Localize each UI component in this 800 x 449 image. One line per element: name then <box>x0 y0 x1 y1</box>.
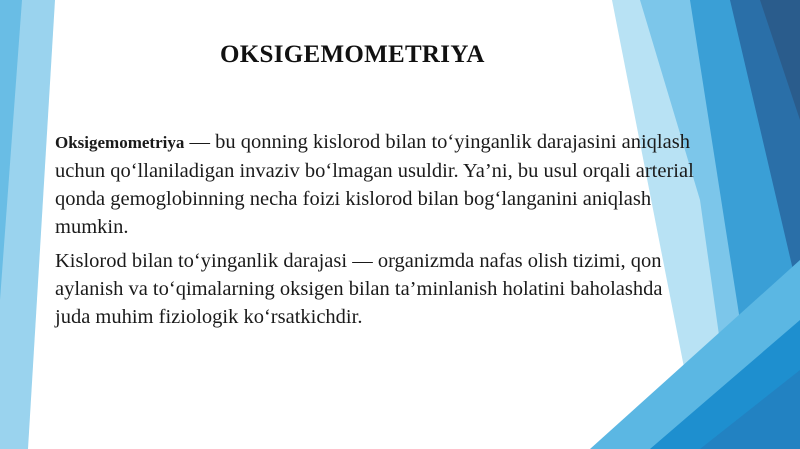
slide-title: OKSIGEMOMETRIYA <box>220 41 485 68</box>
paragraph-definition <box>55 128 700 241</box>
definition-text: — bu qonning kislorod bilan to‘yinganlik darajasini aniqlash uchun qo‘llaniladigan invaziv bo‘lmagan usuldir. Ya’ni, bu usul orqali arterial qonda gemoglobinning necha foizi kislorod bilan bog‘langanini aniqlash mumkin. <box>55 131 694 238</box>
paragraph-explanation: Kislorod bilan to‘yinganlik darajasi — organizmda nafas olish tizimi, qon aylanish va to‘qimalarning oksigen bilan ta’minlanish holatini baholashda juda muhim fiziologik ko‘rsatkichdir. <box>55 250 663 328</box>
slide-body <box>55 128 700 331</box>
defined-term: Oksigemometriya <box>55 133 185 152</box>
